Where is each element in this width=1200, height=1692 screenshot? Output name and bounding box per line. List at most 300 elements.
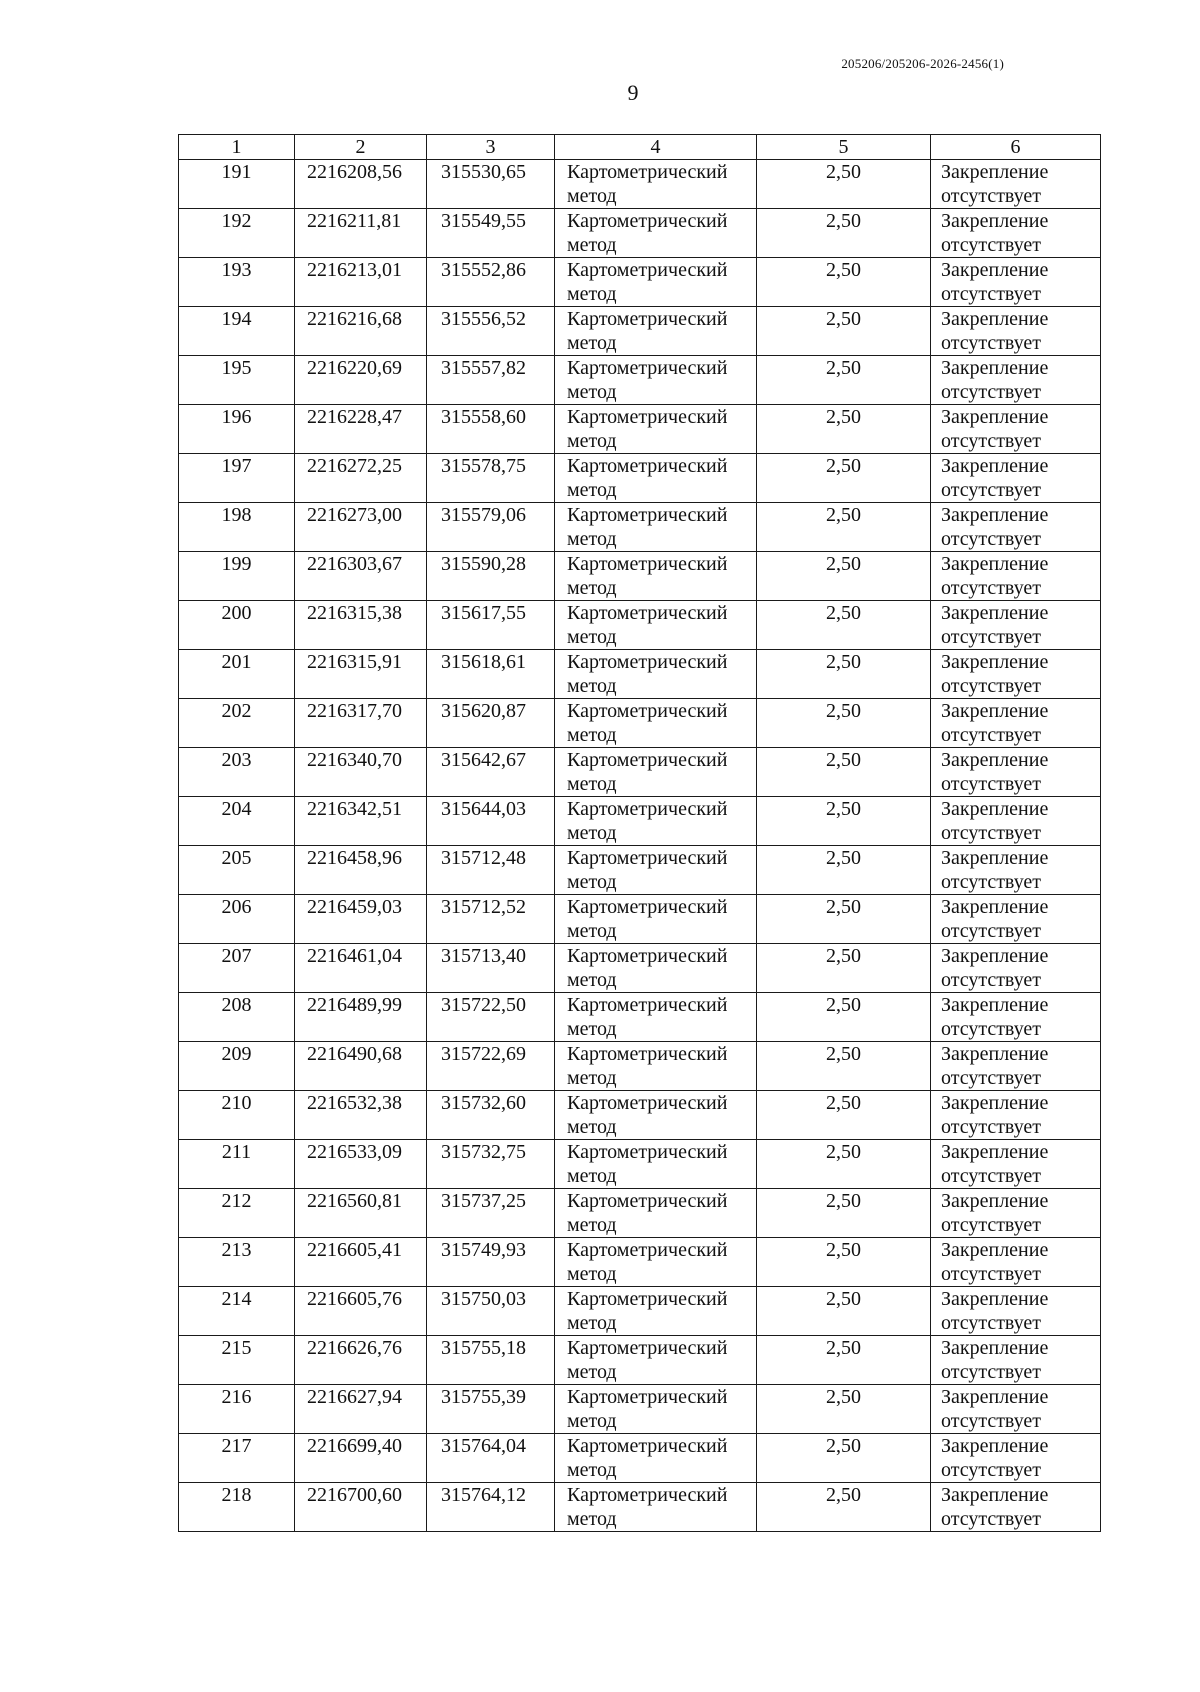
fixation-cell <box>931 699 1101 748</box>
method-cell <box>555 1189 757 1238</box>
accuracy-cell <box>757 209 931 258</box>
y-coordinate-cell <box>427 797 555 846</box>
accuracy-cell <box>757 160 931 209</box>
y-coordinate-cell <box>427 944 555 993</box>
x-coordinate-cell <box>295 405 427 454</box>
accuracy-cell-line-1: 2,50 <box>826 700 861 722</box>
point-number-cell <box>179 1434 295 1483</box>
accuracy-cell <box>757 405 931 454</box>
method-cell <box>555 307 757 356</box>
point-number-cell-line-1: 192 <box>221 210 252 232</box>
point-number-cell <box>179 944 295 993</box>
method-cell <box>555 846 757 895</box>
table-row <box>179 258 1101 307</box>
y-coordinate-cell-line-1: 315713,40 <box>441 945 526 967</box>
accuracy-cell-line-1: 2,50 <box>826 455 861 477</box>
point-number-cell-line-1: 217 <box>221 1435 252 1457</box>
method-cell-line-2: метод <box>567 920 617 942</box>
x-coordinate-cell-line-1: 2216273,00 <box>307 504 402 526</box>
fixation-cell-line-2: отсутствует <box>941 528 1042 550</box>
method-cell-line-1: Картометрический <box>567 161 728 183</box>
y-coordinate-cell <box>427 258 555 307</box>
method-cell <box>555 944 757 993</box>
y-coordinate-cell <box>427 1385 555 1434</box>
y-coordinate-cell <box>427 1189 555 1238</box>
fixation-cell-line-1: Закрепление <box>941 847 1049 869</box>
fixation-cell-line-2: отсутствует <box>941 675 1042 697</box>
method-cell <box>555 1434 757 1483</box>
table-row <box>179 993 1101 1042</box>
method-cell-line-2: метод <box>567 1410 617 1432</box>
point-number-cell-line-1: 211 <box>221 1141 252 1163</box>
accuracy-cell-line-1: 2,50 <box>826 945 861 967</box>
table-row <box>179 1189 1101 1238</box>
y-coordinate-cell-line-1: 315644,03 <box>441 798 526 820</box>
method-cell <box>555 1287 757 1336</box>
x-coordinate-cell-line-1: 2216458,96 <box>307 847 402 869</box>
method-cell-line-2: метод <box>567 1214 617 1236</box>
point-number-cell-line-1: 196 <box>221 406 252 428</box>
method-cell-line-1: Картометрический <box>567 455 728 477</box>
fixation-cell <box>931 454 1101 503</box>
column-header-2: 2 <box>295 135 427 160</box>
y-coordinate-cell-line-1: 315722,50 <box>441 994 526 1016</box>
method-cell-line-2: метод <box>567 528 617 550</box>
fixation-cell-line-1: Закрепление <box>941 1043 1049 1065</box>
method-cell-line-1: Картометрический <box>567 847 728 869</box>
method-cell <box>555 1385 757 1434</box>
fixation-cell-line-2: отсутствует <box>941 381 1042 403</box>
fixation-cell-line-1: Закрепление <box>941 1435 1049 1457</box>
accuracy-cell-line-1: 2,50 <box>826 504 861 526</box>
x-coordinate-cell-line-1: 2216340,70 <box>307 749 402 771</box>
x-coordinate-cell-line-1: 2216220,69 <box>307 357 402 379</box>
point-number-cell <box>179 650 295 699</box>
x-coordinate-cell-line-1: 2216605,41 <box>307 1239 402 1261</box>
fixation-cell <box>931 405 1101 454</box>
fixation-cell-line-2: отсутствует <box>941 185 1042 207</box>
method-cell-line-1: Картометрический <box>567 504 728 526</box>
fixation-cell <box>931 1483 1101 1532</box>
point-number-cell-line-1: 207 <box>221 945 252 967</box>
accuracy-cell-line-1: 2,50 <box>826 651 861 673</box>
method-cell <box>555 356 757 405</box>
y-coordinate-cell-line-1: 315755,18 <box>441 1337 526 1359</box>
method-cell-line-2: метод <box>567 185 617 207</box>
method-cell-line-2: метод <box>567 332 617 354</box>
fixation-cell-line-2: отсутствует <box>941 626 1042 648</box>
fixation-cell <box>931 307 1101 356</box>
point-number-cell <box>179 1140 295 1189</box>
x-coordinate-cell-line-1: 2216342,51 <box>307 798 402 820</box>
accuracy-cell <box>757 993 931 1042</box>
accuracy-cell-line-1: 2,50 <box>826 1190 861 1212</box>
table-row <box>179 1483 1101 1532</box>
y-coordinate-cell-line-1: 315750,03 <box>441 1288 526 1310</box>
point-number-cell-line-1: 212 <box>221 1190 252 1212</box>
fixation-cell <box>931 993 1101 1042</box>
fixation-cell-line-1: Закрепление <box>941 651 1049 673</box>
method-cell <box>555 797 757 846</box>
y-coordinate-cell <box>427 405 555 454</box>
fixation-cell <box>931 1336 1101 1385</box>
fixation-cell-line-2: отсутствует <box>941 1165 1042 1187</box>
accuracy-cell-line-1: 2,50 <box>826 1484 861 1506</box>
accuracy-cell-line-1: 2,50 <box>826 1337 861 1359</box>
method-cell-line-2: метод <box>567 1018 617 1040</box>
x-coordinate-cell-line-1: 2216211,81 <box>307 210 402 232</box>
point-number-cell-line-1: 191 <box>221 161 252 183</box>
method-cell-line-1: Картометрический <box>567 1092 728 1114</box>
method-cell-line-1: Картометрический <box>567 210 728 232</box>
accuracy-cell <box>757 258 931 307</box>
accuracy-cell <box>757 895 931 944</box>
method-cell-line-2: метод <box>567 1067 617 1089</box>
table-row <box>179 1140 1101 1189</box>
accuracy-cell <box>757 503 931 552</box>
method-cell-line-1: Картометрический <box>567 651 728 673</box>
x-coordinate-cell-line-1: 2216700,60 <box>307 1484 402 1506</box>
fixation-cell <box>931 356 1101 405</box>
x-coordinate-cell <box>295 699 427 748</box>
x-coordinate-cell <box>295 846 427 895</box>
accuracy-cell <box>757 1434 931 1483</box>
fixation-cell <box>931 1434 1101 1483</box>
x-coordinate-cell-line-1: 2216303,67 <box>307 553 402 575</box>
accuracy-cell-line-1: 2,50 <box>826 1435 861 1457</box>
accuracy-cell <box>757 650 931 699</box>
point-number-cell-line-1: 201 <box>221 651 252 673</box>
method-cell <box>555 895 757 944</box>
fixation-cell <box>931 1189 1101 1238</box>
fixation-cell-line-2: отсутствует <box>941 1214 1042 1236</box>
method-cell-line-2: метод <box>567 1165 617 1187</box>
y-coordinate-cell-line-1: 315764,04 <box>441 1435 526 1457</box>
method-cell <box>555 1042 757 1091</box>
point-number-cell-line-1: 202 <box>221 700 252 722</box>
accuracy-cell <box>757 1238 931 1287</box>
accuracy-cell-line-1: 2,50 <box>826 553 861 575</box>
accuracy-cell <box>757 1140 931 1189</box>
x-coordinate-cell-line-1: 2216533,09 <box>307 1141 402 1163</box>
table-row <box>179 846 1101 895</box>
column-header-6: 6 <box>931 135 1101 160</box>
fixation-cell-line-2: отсутствует <box>941 1018 1042 1040</box>
accuracy-cell <box>757 307 931 356</box>
point-number-cell-line-1: 214 <box>221 1288 252 1310</box>
table-row <box>179 1238 1101 1287</box>
method-cell-line-1: Картометрический <box>567 994 728 1016</box>
method-cell-line-1: Картометрический <box>567 1386 728 1408</box>
x-coordinate-cell-line-1: 2216532,38 <box>307 1092 402 1114</box>
fixation-cell <box>931 552 1101 601</box>
method-cell <box>555 601 757 650</box>
x-coordinate-cell <box>295 503 427 552</box>
x-coordinate-cell <box>295 160 427 209</box>
fixation-cell <box>931 846 1101 895</box>
fixation-cell-line-1: Закрепление <box>941 1288 1049 1310</box>
x-coordinate-cell <box>295 650 427 699</box>
y-coordinate-cell <box>427 699 555 748</box>
x-coordinate-cell <box>295 601 427 650</box>
fixation-cell-line-2: отсутствует <box>941 1312 1042 1334</box>
y-coordinate-cell-line-1: 315590,28 <box>441 553 526 575</box>
x-coordinate-cell <box>295 307 427 356</box>
point-number-cell-line-1: 215 <box>221 1337 252 1359</box>
accuracy-cell <box>757 846 931 895</box>
accuracy-cell-line-1: 2,50 <box>826 259 861 281</box>
y-coordinate-cell <box>427 307 555 356</box>
table-row <box>179 944 1101 993</box>
accuracy-cell-line-1: 2,50 <box>826 1141 861 1163</box>
method-cell-line-2: метод <box>567 626 617 648</box>
fixation-cell-line-2: отсутствует <box>941 1116 1042 1138</box>
x-coordinate-cell-line-1: 2216216,68 <box>307 308 402 330</box>
table-row <box>179 160 1101 209</box>
method-cell-line-1: Картометрический <box>567 1043 728 1065</box>
fixation-cell-line-2: отсутствует <box>941 773 1042 795</box>
point-number-cell-line-1: 197 <box>221 455 252 477</box>
method-cell <box>555 405 757 454</box>
y-coordinate-cell-line-1: 315558,60 <box>441 406 526 428</box>
x-coordinate-cell <box>295 748 427 797</box>
fixation-cell-line-2: отсутствует <box>941 1067 1042 1089</box>
point-number-cell <box>179 1238 295 1287</box>
accuracy-cell <box>757 454 931 503</box>
method-cell-line-1: Картометрический <box>567 896 728 918</box>
table-row <box>179 650 1101 699</box>
point-number-cell-line-1: 195 <box>221 357 252 379</box>
accuracy-cell <box>757 356 931 405</box>
method-cell-line-2: метод <box>567 871 617 893</box>
fixation-cell-line-1: Закрепление <box>941 1141 1049 1163</box>
fixation-cell-line-1: Закрепление <box>941 1092 1049 1114</box>
point-number-cell <box>179 503 295 552</box>
fixation-cell <box>931 1140 1101 1189</box>
table-row <box>179 1091 1101 1140</box>
method-cell <box>555 258 757 307</box>
accuracy-cell-line-1: 2,50 <box>826 1043 861 1065</box>
method-cell-line-1: Картометрический <box>567 798 728 820</box>
point-number-cell <box>179 1483 295 1532</box>
table-row <box>179 1042 1101 1091</box>
method-cell <box>555 1336 757 1385</box>
table-row <box>179 503 1101 552</box>
method-cell-line-1: Картометрический <box>567 406 728 428</box>
x-coordinate-cell <box>295 993 427 1042</box>
point-number-cell-line-1: 210 <box>221 1092 252 1114</box>
fixation-cell-line-2: отсутствует <box>941 1361 1042 1383</box>
fixation-cell-line-2: отсутствует <box>941 1508 1042 1530</box>
x-coordinate-cell-line-1: 2216461,04 <box>307 945 402 967</box>
y-coordinate-cell-line-1: 315712,48 <box>441 847 526 869</box>
accuracy-cell-line-1: 2,50 <box>826 798 861 820</box>
x-coordinate-cell-line-1: 2216560,81 <box>307 1190 402 1212</box>
x-coordinate-cell-line-1: 2216315,38 <box>307 602 402 624</box>
fixation-cell <box>931 601 1101 650</box>
fixation-cell-line-1: Закрепление <box>941 700 1049 722</box>
y-coordinate-cell <box>427 601 555 650</box>
x-coordinate-cell <box>295 1434 427 1483</box>
table-row <box>179 356 1101 405</box>
method-cell-line-1: Картометрический <box>567 1288 728 1310</box>
fixation-cell-line-1: Закрепление <box>941 994 1049 1016</box>
x-coordinate-cell-line-1: 2216605,76 <box>307 1288 402 1310</box>
fixation-cell-line-2: отсутствует <box>941 969 1042 991</box>
x-coordinate-cell <box>295 1238 427 1287</box>
table-row <box>179 1385 1101 1434</box>
x-coordinate-cell <box>295 1042 427 1091</box>
method-cell-line-2: метод <box>567 1263 617 1285</box>
fixation-cell-line-2: отсутствует <box>941 1459 1042 1481</box>
point-number-cell-line-1: 209 <box>221 1043 252 1065</box>
method-cell-line-2: метод <box>567 675 617 697</box>
method-cell-line-2: метод <box>567 1312 617 1334</box>
point-number-cell <box>179 1385 295 1434</box>
x-coordinate-cell <box>295 258 427 307</box>
method-cell-line-2: метод <box>567 234 617 256</box>
y-coordinate-cell <box>427 748 555 797</box>
method-cell-line-2: метод <box>567 577 617 599</box>
fixation-cell-line-2: отсутствует <box>941 234 1042 256</box>
method-cell-line-1: Картометрический <box>567 1239 728 1261</box>
point-number-cell-line-1: 206 <box>221 896 252 918</box>
table-row <box>179 405 1101 454</box>
y-coordinate-cell <box>427 1434 555 1483</box>
point-number-cell-line-1: 205 <box>221 847 252 869</box>
method-cell-line-2: метод <box>567 1116 617 1138</box>
fixation-cell <box>931 160 1101 209</box>
table-row <box>179 454 1101 503</box>
fixation-cell <box>931 797 1101 846</box>
y-coordinate-cell <box>427 1238 555 1287</box>
point-number-cell-line-1: 218 <box>221 1484 252 1506</box>
method-cell-line-2: метод <box>567 1459 617 1481</box>
y-coordinate-cell-line-1: 315530,65 <box>441 161 526 183</box>
y-coordinate-cell <box>427 454 555 503</box>
method-cell <box>555 1238 757 1287</box>
table-row <box>179 552 1101 601</box>
accuracy-cell-line-1: 2,50 <box>826 847 861 869</box>
y-coordinate-cell-line-1: 315578,75 <box>441 455 526 477</box>
y-coordinate-cell-line-1: 315732,75 <box>441 1141 526 1163</box>
accuracy-cell-line-1: 2,50 <box>826 406 861 428</box>
accuracy-cell <box>757 1287 931 1336</box>
point-number-cell-line-1: 204 <box>221 798 252 820</box>
y-coordinate-cell-line-1: 315732,60 <box>441 1092 526 1114</box>
fixation-cell-line-1: Закрепление <box>941 161 1049 183</box>
point-number-cell <box>179 1189 295 1238</box>
method-cell-line-1: Картометрический <box>567 1190 728 1212</box>
fixation-cell-line-1: Закрепление <box>941 308 1049 330</box>
table-row <box>179 1287 1101 1336</box>
accuracy-cell <box>757 1091 931 1140</box>
y-coordinate-cell <box>427 209 555 258</box>
x-coordinate-cell <box>295 1189 427 1238</box>
y-coordinate-cell-line-1: 315556,52 <box>441 308 526 330</box>
page-number: 9 <box>627 80 639 105</box>
method-cell-line-2: метод <box>567 283 617 305</box>
x-coordinate-cell-line-1: 2216626,76 <box>307 1337 402 1359</box>
method-cell-line-2: метод <box>567 430 617 452</box>
x-coordinate-cell-line-1: 2216317,70 <box>307 700 402 722</box>
y-coordinate-cell <box>427 1091 555 1140</box>
y-coordinate-cell-line-1: 315737,25 <box>441 1190 526 1212</box>
y-coordinate-cell <box>427 650 555 699</box>
method-cell <box>555 454 757 503</box>
x-coordinate-cell <box>295 1140 427 1189</box>
point-number-cell <box>179 1091 295 1140</box>
y-coordinate-cell <box>427 1140 555 1189</box>
x-coordinate-cell <box>295 454 427 503</box>
fixation-cell-line-1: Закрепление <box>941 504 1049 526</box>
point-number-cell <box>179 1336 295 1385</box>
x-coordinate-cell-line-1: 2216699,40 <box>307 1435 402 1457</box>
fixation-cell-line-2: отсутствует <box>941 1410 1042 1432</box>
accuracy-cell-line-1: 2,50 <box>826 1386 861 1408</box>
y-coordinate-cell <box>427 1483 555 1532</box>
point-number-cell <box>179 209 295 258</box>
method-cell-line-1: Картометрический <box>567 1435 728 1457</box>
y-coordinate-cell <box>427 356 555 405</box>
document-code: 205206/205206-2026-2456(1) <box>841 56 1004 71</box>
fixation-cell-line-1: Закрепление <box>941 1484 1049 1506</box>
accuracy-cell <box>757 748 931 797</box>
fixation-cell <box>931 503 1101 552</box>
table-row <box>179 1434 1101 1483</box>
point-number-cell-line-1: 194 <box>221 308 252 330</box>
coordinates-table-container <box>178 134 1100 1532</box>
accuracy-cell-line-1: 2,50 <box>826 896 861 918</box>
method-cell-line-1: Картометрический <box>567 945 728 967</box>
accuracy-cell-line-1: 2,50 <box>826 1092 861 1114</box>
y-coordinate-cell-line-1: 315642,67 <box>441 749 526 771</box>
y-coordinate-cell <box>427 1287 555 1336</box>
point-number-cell <box>179 601 295 650</box>
fixation-cell-line-2: отсутствует <box>941 283 1042 305</box>
method-cell-line-1: Картометрический <box>567 308 728 330</box>
fixation-cell <box>931 650 1101 699</box>
fixation-cell <box>931 1238 1101 1287</box>
point-number-cell <box>179 748 295 797</box>
x-coordinate-cell-line-1: 2216213,01 <box>307 259 402 281</box>
table-row <box>179 601 1101 650</box>
accuracy-cell-line-1: 2,50 <box>826 210 861 232</box>
x-coordinate-cell <box>295 1091 427 1140</box>
method-cell-line-1: Картометрический <box>567 1141 728 1163</box>
point-number-cell-line-1: 200 <box>221 602 252 624</box>
y-coordinate-cell-line-1: 315549,55 <box>441 210 526 232</box>
method-cell-line-1: Картометрический <box>567 259 728 281</box>
method-cell <box>555 160 757 209</box>
method-cell-line-1: Картометрический <box>567 1484 728 1506</box>
column-header-3: 3 <box>427 135 555 160</box>
y-coordinate-cell <box>427 895 555 944</box>
method-cell <box>555 503 757 552</box>
y-coordinate-cell-line-1: 315749,93 <box>441 1239 526 1261</box>
method-cell-line-2: метод <box>567 724 617 746</box>
accuracy-cell-line-1: 2,50 <box>826 602 861 624</box>
accuracy-cell-line-1: 2,50 <box>826 994 861 1016</box>
point-number-cell-line-1: 203 <box>221 749 252 771</box>
method-cell <box>555 552 757 601</box>
point-number-cell-line-1: 199 <box>221 553 252 575</box>
fixation-cell <box>931 1042 1101 1091</box>
y-coordinate-cell-line-1: 315620,87 <box>441 700 526 722</box>
y-coordinate-cell-line-1: 315557,82 <box>441 357 526 379</box>
method-cell-line-2: метод <box>567 773 617 795</box>
table-row <box>179 307 1101 356</box>
